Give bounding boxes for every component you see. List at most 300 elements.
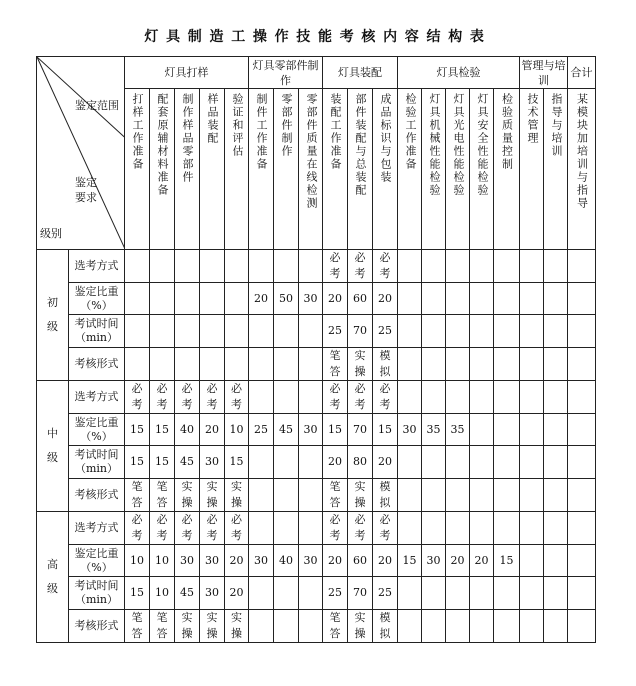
data-cell [225, 348, 249, 381]
cell-value: 必考 [379, 251, 391, 280]
data-cell [348, 348, 373, 381]
cell-value: 30 [426, 553, 441, 567]
data-cell [470, 250, 494, 283]
data-cell [422, 446, 446, 479]
data-cell [249, 545, 274, 577]
column-header [175, 89, 200, 250]
data-cell [422, 479, 446, 512]
data-cell [398, 610, 422, 643]
data-cell [494, 250, 520, 283]
cell-value: 10 [229, 422, 244, 436]
column-header-label: 技术管理 [526, 93, 539, 146]
data-cell [373, 446, 398, 479]
data-cell [225, 315, 249, 348]
data-cell [470, 512, 494, 545]
group-header-label: 合计 [570, 66, 593, 80]
data-cell [446, 381, 470, 414]
corner-diagonal-line [37, 57, 125, 249]
data-cell [398, 381, 422, 414]
data-cell [373, 381, 398, 414]
row-label-cell [69, 348, 125, 381]
data-cell [200, 545, 225, 577]
data-cell [520, 250, 544, 283]
data-cell [520, 512, 544, 545]
data-cell [125, 348, 150, 381]
data-cell [470, 545, 494, 577]
cell-value: 模拟 [379, 480, 391, 509]
data-cell [398, 283, 422, 315]
column-header [470, 89, 494, 250]
data-cell [544, 381, 568, 414]
data-cell [225, 414, 249, 446]
row-label-cell [69, 250, 125, 283]
data-cell [348, 446, 373, 479]
data-cell [323, 479, 348, 512]
data-cell [398, 479, 422, 512]
data-cell [299, 381, 323, 414]
cell-value: 笔答 [329, 349, 341, 378]
cell-value: 20 [229, 586, 244, 599]
data-cell [446, 479, 470, 512]
data-cell [544, 610, 568, 643]
cell-value: 20 [450, 553, 465, 567]
data-cell [200, 348, 225, 381]
cell-value: 模拟 [379, 611, 391, 640]
cell-value: 45 [180, 455, 194, 468]
cell-value: 必考 [231, 513, 242, 542]
cell-value: 必考 [379, 382, 391, 411]
data-cell [398, 348, 422, 381]
cell-value: 实操 [181, 480, 193, 509]
cell-value: 笔答 [131, 611, 143, 640]
data-cell [299, 348, 323, 381]
data-cell [494, 381, 520, 414]
cell-value: 25 [254, 422, 268, 436]
column-header-label: 检验质量控制 [500, 93, 514, 172]
data-cell [373, 545, 398, 577]
cell-value: 必考 [131, 513, 143, 542]
table-row [37, 250, 596, 283]
data-cell [200, 414, 225, 446]
cell-value: 10 [155, 553, 169, 567]
level-cell [37, 381, 69, 512]
row-label: 选考方式 [74, 521, 119, 534]
data-cell [150, 414, 175, 446]
data-cell [348, 610, 373, 643]
level-name: 高 级 [47, 558, 58, 595]
cell-value: 30 [205, 455, 219, 468]
data-cell [494, 610, 520, 643]
data-cell [200, 512, 225, 545]
data-cell [348, 381, 373, 414]
data-cell [274, 381, 299, 414]
data-cell [398, 315, 422, 348]
cell-value: 50 [279, 291, 293, 305]
data-cell [175, 381, 200, 414]
data-cell [125, 577, 150, 610]
group-header [249, 57, 323, 89]
cell-value: 20 [328, 553, 342, 567]
table-row [37, 414, 596, 446]
cell-value: 15 [130, 422, 144, 436]
corner-cell [37, 57, 125, 250]
cell-value: 实操 [231, 611, 242, 640]
cell-value: 笔答 [156, 611, 168, 640]
column-header [398, 89, 422, 250]
cell-value: 25 [378, 324, 392, 337]
cell-value: 实操 [206, 480, 218, 509]
data-cell [125, 283, 150, 315]
column-header-label: 样品装配 [206, 93, 219, 146]
cell-value: 15 [378, 422, 392, 436]
data-cell [175, 512, 200, 545]
cell-value: 15 [402, 553, 417, 567]
data-cell [568, 577, 596, 610]
column-header [225, 89, 249, 250]
data-cell [150, 446, 175, 479]
data-cell [323, 577, 348, 610]
data-cell [225, 545, 249, 577]
data-cell [175, 577, 200, 610]
data-cell [323, 283, 348, 315]
group-header [323, 57, 398, 89]
cell-value: 必考 [156, 382, 168, 411]
column-header-label: 零部件制作 [280, 93, 293, 159]
column-header-label: 部件装配与总装配 [354, 93, 367, 198]
data-cell [568, 381, 596, 414]
data-cell [373, 610, 398, 643]
data-cell [568, 250, 596, 283]
cell-value: 45 [279, 422, 293, 436]
cell-value: 必考 [354, 251, 366, 280]
data-cell [398, 512, 422, 545]
row-label-cell [69, 512, 125, 545]
data-cell [568, 610, 596, 643]
data-cell [175, 315, 200, 348]
data-cell [494, 479, 520, 512]
data-cell [494, 512, 520, 545]
data-cell [175, 610, 200, 643]
data-cell [125, 479, 150, 512]
data-cell [225, 610, 249, 643]
cell-value: 20 [378, 553, 392, 567]
cell-value: 必考 [329, 382, 341, 411]
data-cell [520, 545, 544, 577]
data-cell [348, 577, 373, 610]
data-cell [200, 381, 225, 414]
data-cell [150, 545, 175, 577]
table-row [37, 348, 596, 381]
data-cell [274, 577, 299, 610]
exam-structure-table [36, 56, 596, 643]
data-cell [249, 315, 274, 348]
data-cell [323, 315, 348, 348]
data-cell [299, 610, 323, 643]
data-cell [446, 545, 470, 577]
table-row [37, 446, 596, 479]
data-cell [422, 250, 446, 283]
data-cell [520, 381, 544, 414]
data-cell [249, 610, 274, 643]
column-header [299, 89, 323, 250]
cell-value: 30 [303, 553, 318, 567]
data-cell [323, 381, 348, 414]
data-cell [544, 512, 568, 545]
data-cell [299, 414, 323, 446]
cell-value: 必考 [354, 513, 366, 542]
data-cell [323, 348, 348, 381]
column-header-label: 制作样品零部件 [181, 93, 194, 185]
data-cell [274, 610, 299, 643]
data-cell [150, 315, 175, 348]
data-cell [249, 479, 274, 512]
cell-value: 必考 [329, 251, 341, 280]
data-cell [568, 414, 596, 446]
data-cell [225, 577, 249, 610]
cell-value: 10 [155, 586, 169, 599]
cell-value: 实操 [231, 480, 242, 509]
data-cell [175, 414, 200, 446]
data-cell [568, 315, 596, 348]
cell-value: 60 [353, 291, 367, 305]
table-row [37, 381, 596, 414]
cell-value: 模拟 [379, 349, 391, 378]
data-cell [373, 348, 398, 381]
cell-value: 25 [378, 586, 392, 599]
data-cell [422, 545, 446, 577]
group-header [125, 57, 249, 89]
row-label: 鉴定比重（%） [74, 415, 119, 443]
cell-value: 30 [303, 422, 318, 436]
data-cell [125, 512, 150, 545]
data-cell [225, 512, 249, 545]
cell-value: 15 [229, 455, 244, 468]
header-row-groups [37, 57, 596, 89]
cell-value: 70 [353, 422, 367, 436]
data-cell [520, 446, 544, 479]
row-label-cell [69, 414, 125, 446]
row-label-cell [69, 479, 125, 512]
data-cell [249, 348, 274, 381]
data-cell [225, 250, 249, 283]
table-title: 灯具制造工操作技能考核内容结构表 [144, 29, 492, 45]
data-cell [470, 414, 494, 446]
cell-value: 实操 [354, 611, 366, 640]
column-header-label: 装配工作准备 [329, 93, 342, 172]
data-cell [568, 545, 596, 577]
group-header [398, 57, 520, 89]
cell-value: 15 [155, 422, 169, 436]
data-cell [446, 512, 470, 545]
data-cell [470, 610, 494, 643]
column-header [373, 89, 398, 250]
data-cell [520, 315, 544, 348]
column-header-label: 某模块加培训与指导 [575, 93, 589, 211]
data-cell [125, 414, 150, 446]
row-label-cell [69, 446, 125, 479]
data-cell [249, 283, 274, 315]
column-header [494, 89, 520, 250]
cell-value: 20 [378, 455, 392, 468]
data-cell [568, 446, 596, 479]
data-cell [299, 250, 323, 283]
row-label-cell [69, 381, 125, 414]
data-cell [422, 315, 446, 348]
data-cell [274, 446, 299, 479]
data-cell [150, 479, 175, 512]
column-header-label: 灯具安全性能检验 [476, 93, 489, 198]
data-cell [274, 512, 299, 545]
row-label-cell [69, 315, 125, 348]
column-header [323, 89, 348, 250]
data-cell [422, 283, 446, 315]
data-cell [470, 381, 494, 414]
data-cell [348, 283, 373, 315]
cell-value: 30 [205, 553, 219, 567]
column-header-label: 打样工作准备 [131, 93, 144, 172]
cell-value: 25 [328, 586, 342, 599]
row-label: 考试时间（min） [74, 579, 119, 606]
data-cell [568, 348, 596, 381]
cell-value: 15 [499, 553, 514, 567]
table-row [37, 512, 596, 545]
cell-value: 必考 [156, 513, 168, 542]
data-cell [568, 512, 596, 545]
corner-level-label: 级别 [40, 227, 62, 240]
data-cell [422, 577, 446, 610]
data-cell [544, 414, 568, 446]
cell-value: 25 [328, 324, 342, 337]
data-cell [225, 446, 249, 479]
data-cell [175, 283, 200, 315]
data-cell [150, 577, 175, 610]
data-cell [274, 315, 299, 348]
data-cell [299, 577, 323, 610]
cell-value: 笔答 [131, 480, 143, 509]
data-cell [446, 610, 470, 643]
data-cell [520, 610, 544, 643]
data-cell [323, 250, 348, 283]
data-cell [348, 479, 373, 512]
data-cell [200, 479, 225, 512]
column-header-label: 指导与培训 [550, 93, 563, 159]
cell-value: 15 [155, 455, 169, 468]
data-cell [225, 283, 249, 315]
data-cell [520, 414, 544, 446]
data-cell [274, 250, 299, 283]
data-cell [150, 250, 175, 283]
column-header-label: 检验工作准备 [404, 93, 417, 172]
column-header [568, 89, 596, 250]
data-cell [125, 315, 150, 348]
group-header-label: 灯具零部件制作 [252, 58, 319, 87]
data-cell [150, 348, 175, 381]
data-cell [125, 610, 150, 643]
level-cell [37, 512, 69, 643]
data-cell [494, 577, 520, 610]
corner-diagonals [37, 57, 125, 249]
data-cell [494, 446, 520, 479]
cell-value: 10 [130, 553, 144, 567]
table-row [37, 610, 596, 643]
cell-value: 笔答 [329, 480, 341, 509]
data-cell [348, 250, 373, 283]
cell-value: 15 [328, 422, 342, 436]
data-cell [323, 414, 348, 446]
cell-value: 笔答 [156, 480, 168, 509]
cell-value: 20 [328, 455, 342, 468]
cell-value: 实操 [354, 349, 366, 378]
cell-value: 30 [180, 553, 194, 567]
data-cell [249, 250, 274, 283]
column-header [200, 89, 225, 250]
column-header [520, 89, 544, 250]
data-cell [274, 479, 299, 512]
data-cell [544, 577, 568, 610]
cell-value: 30 [402, 422, 417, 436]
data-cell [544, 250, 568, 283]
cell-value: 笔答 [329, 611, 341, 640]
data-cell [200, 446, 225, 479]
column-header [446, 89, 470, 250]
column-header [125, 89, 150, 250]
row-label: 考试时间（min） [74, 448, 119, 475]
data-cell [175, 250, 200, 283]
row-label-cell [69, 577, 125, 610]
data-cell [323, 610, 348, 643]
data-cell [520, 283, 544, 315]
row-label: 鉴定比重（%） [74, 284, 119, 312]
data-cell [225, 479, 249, 512]
group-header-label: 灯具装配 [338, 66, 382, 80]
column-header [150, 89, 175, 250]
column-header [348, 89, 373, 250]
data-cell [373, 283, 398, 315]
data-cell [544, 348, 568, 381]
data-cell [150, 381, 175, 414]
data-cell [299, 512, 323, 545]
cell-value: 30 [303, 291, 318, 305]
data-cell [274, 283, 299, 315]
data-cell [125, 446, 150, 479]
row-label: 鉴定比重（%） [74, 546, 119, 574]
data-cell [544, 315, 568, 348]
cell-value: 35 [450, 422, 465, 436]
row-label: 选考方式 [74, 259, 119, 272]
data-cell [470, 479, 494, 512]
cell-value: 必考 [181, 382, 193, 411]
cell-value: 20 [254, 291, 268, 305]
data-cell [200, 610, 225, 643]
group-header-label: 管理与培训 [521, 58, 566, 87]
column-header [544, 89, 568, 250]
data-cell [422, 381, 446, 414]
data-cell [125, 545, 150, 577]
data-cell [494, 348, 520, 381]
data-cell [544, 545, 568, 577]
data-cell [200, 250, 225, 283]
data-cell [249, 577, 274, 610]
data-cell [544, 446, 568, 479]
data-cell [200, 283, 225, 315]
data-cell [323, 446, 348, 479]
row-label: 考核形式 [74, 619, 119, 632]
data-cell [200, 577, 225, 610]
cell-value: 必考 [231, 382, 242, 411]
data-cell [150, 283, 175, 315]
corner-requirement-label: 鉴定 要求 [75, 176, 97, 204]
data-cell [373, 512, 398, 545]
